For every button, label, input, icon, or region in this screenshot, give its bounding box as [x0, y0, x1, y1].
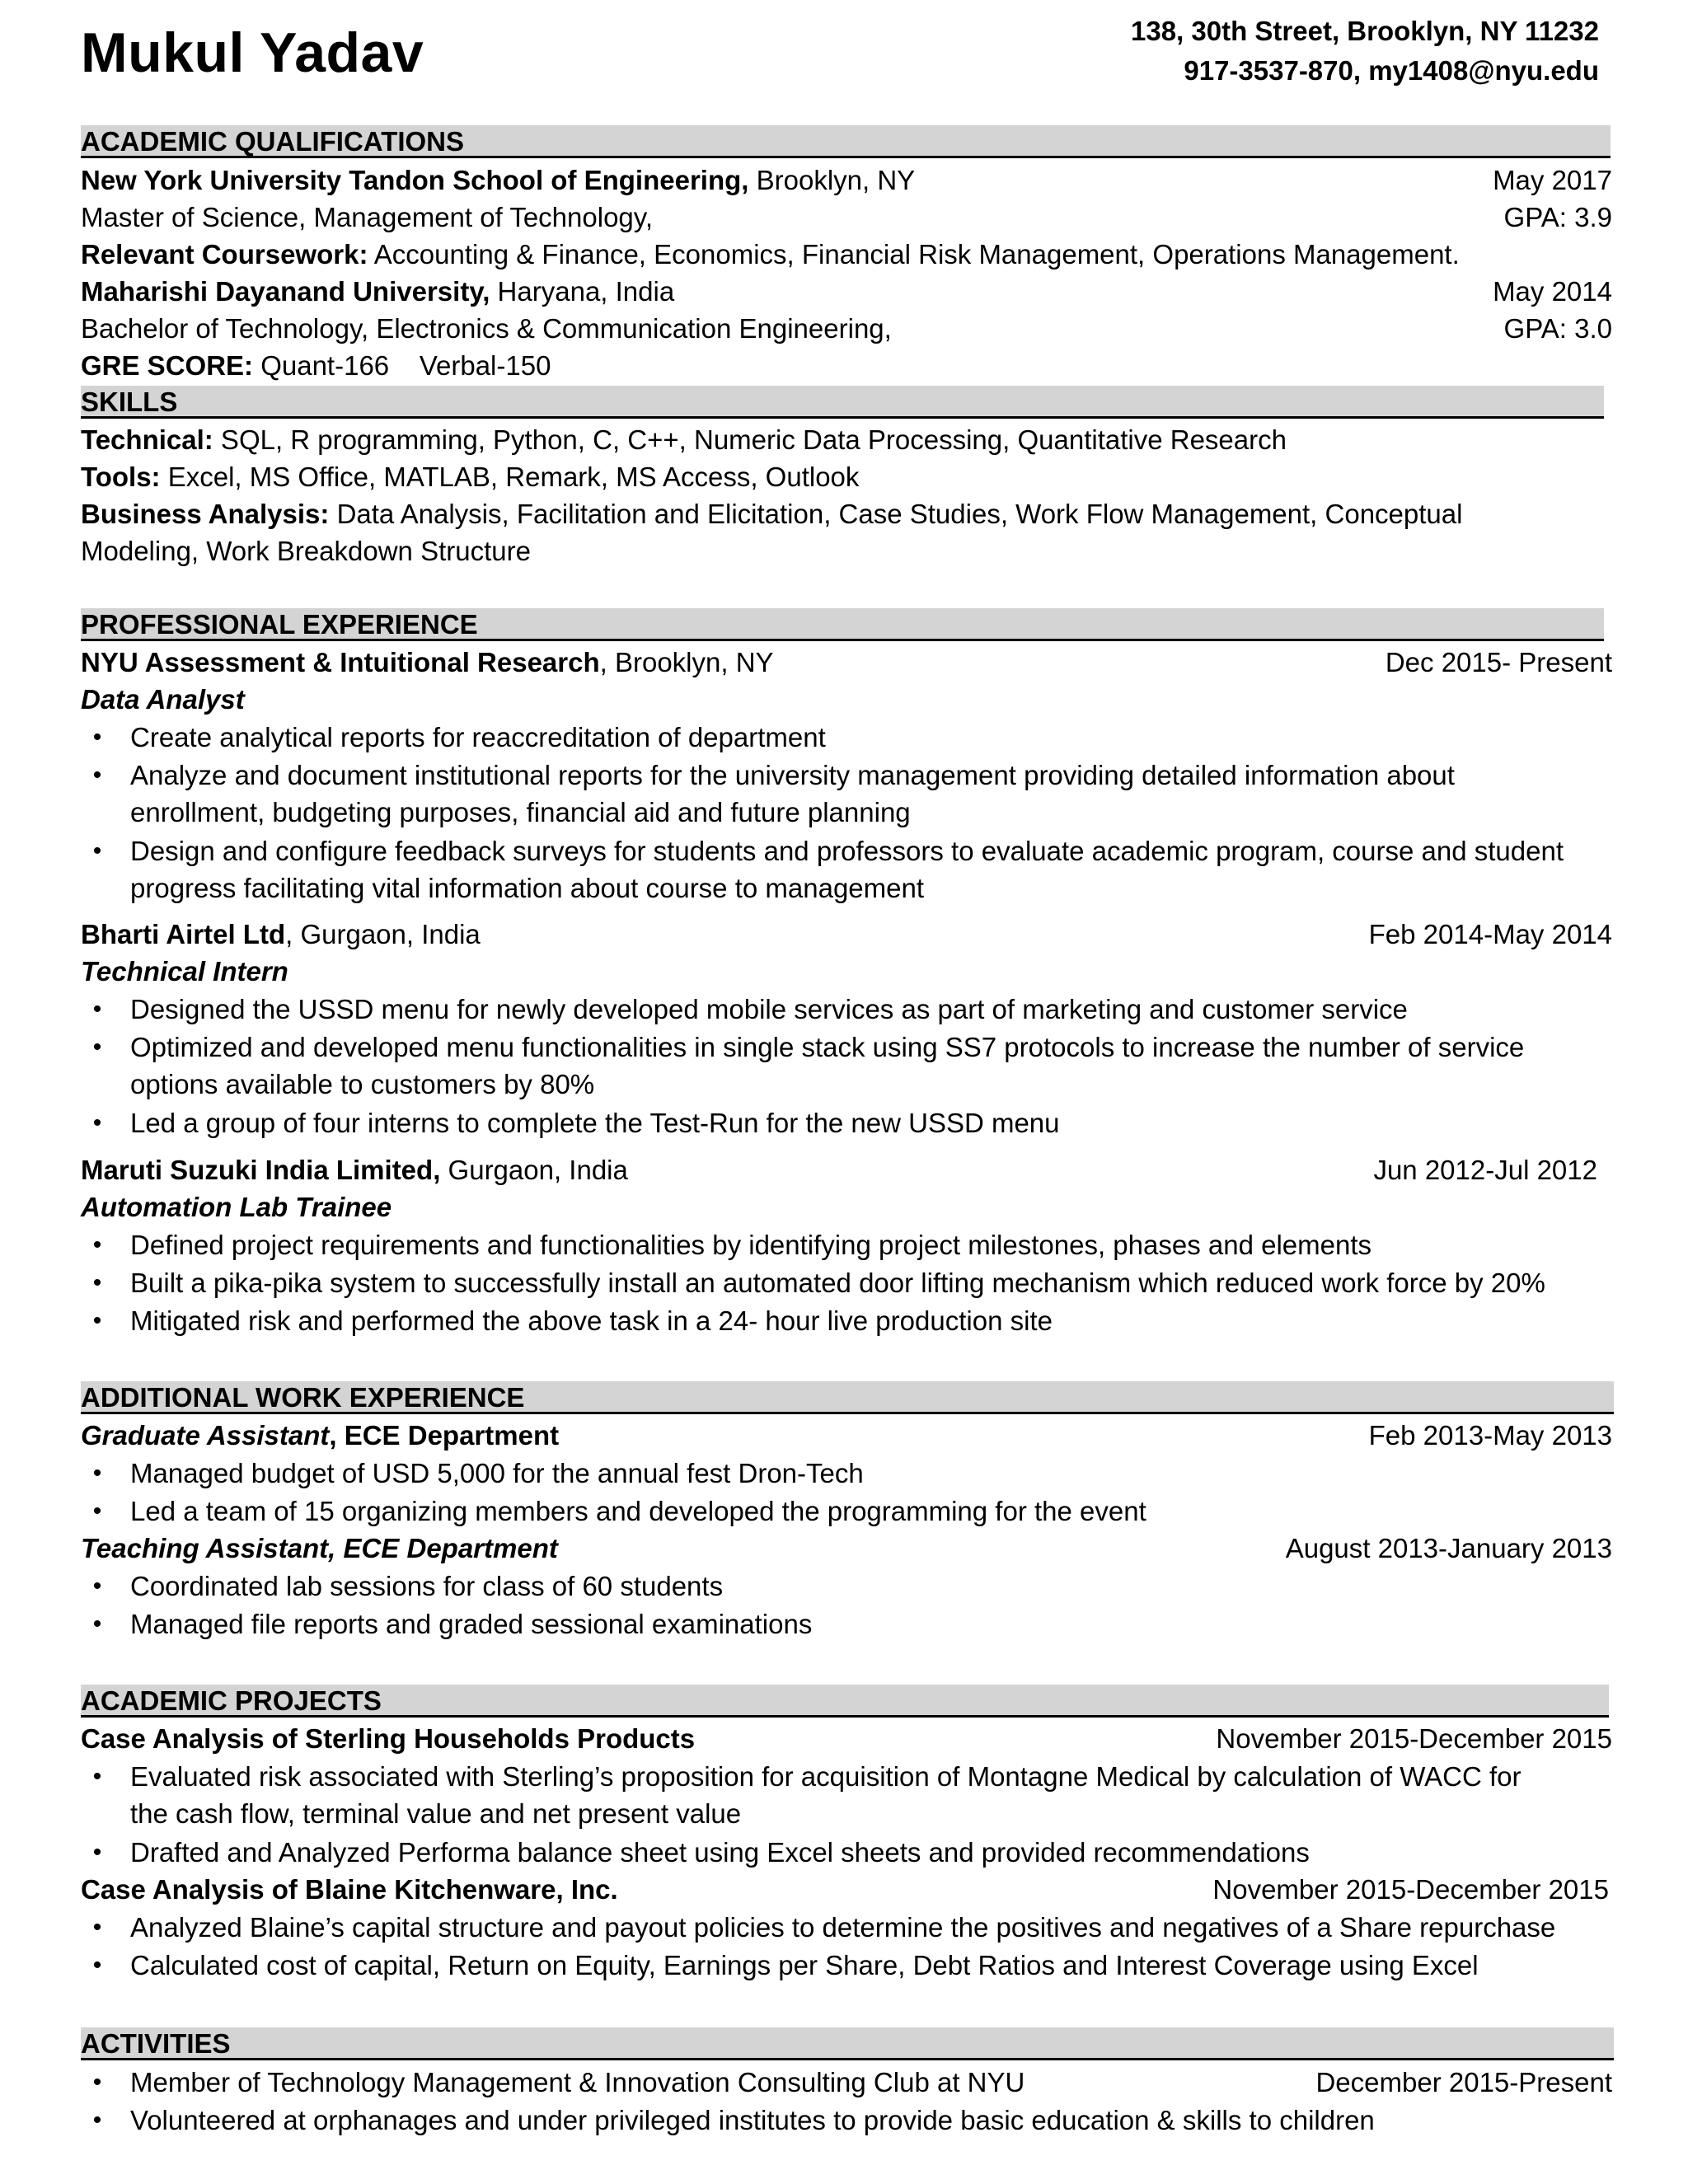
project2-date: November 2015-December 2015 — [1212, 1874, 1609, 1905]
ga-title: Graduate Assistant — [81, 1420, 330, 1451]
edu-nyu-date: May 2017 — [1493, 165, 1612, 195]
ta-date: August 2013-January 2013 — [1285, 1533, 1612, 1563]
job1-header — [81, 644, 1612, 681]
job1-title: Data Analyst — [81, 684, 245, 715]
project1-header — [81, 1720, 1612, 1757]
job2-title: Technical Intern — [81, 956, 288, 987]
bullet-icon: • — [92, 1763, 102, 1790]
skills-technical-label: Technical: — [81, 424, 213, 455]
section-academic-heading: ACADEMIC QUALIFICATIONS — [81, 125, 1611, 158]
bullet-icon: • — [92, 1497, 102, 1525]
bullet-icon: • — [92, 1231, 102, 1258]
section-additional-heading: ADDITIONAL WORK EXPERIENCE — [81, 1381, 1614, 1414]
job2-header — [81, 916, 1612, 953]
edu-nyu-degree: Master of Science, Management of Technology, — [81, 202, 653, 232]
edu-mdu-name: Maharishi Dayanand University, — [81, 276, 490, 307]
edu-nyu-degree-line — [81, 199, 1612, 236]
job2-location: , Gurgaon, India — [285, 919, 481, 949]
bullet-icon: • — [92, 1952, 102, 1979]
job1-location: , Brooklyn, NY — [599, 647, 774, 677]
activity1-date: December 2015-Present — [1315, 2067, 1612, 2097]
skills-tools-label: Tools: — [81, 462, 161, 492]
job1-date: Dec 2015- Present — [1385, 647, 1612, 677]
edu-gre-line — [81, 347, 1612, 384]
contact-block — [1131, 12, 1599, 91]
job1-org: NYU Assessment & Intuitional Research — [81, 647, 600, 677]
bullet-icon: • — [92, 1109, 102, 1137]
skills-technical: SQL, R programming, Python, C, C++, Numeric Data Processing, Quantitative Research — [213, 424, 1287, 455]
job3-org: Maruti Suzuki India Limited, — [81, 1155, 441, 1185]
edu-nyu-name: New York University Tandon School of Engineering, — [81, 165, 749, 195]
ta-header — [81, 1530, 1612, 1567]
bullet-icon: • — [92, 996, 102, 1023]
job3-location: Gurgaon, India — [440, 1155, 628, 1185]
bullet-icon: • — [92, 1839, 102, 1866]
project1-title: Case Analysis of Sterling Households Products — [81, 1723, 696, 1754]
skills-ba-continued: Modeling, Work Breakdown Structure — [81, 536, 531, 566]
bullet-icon: • — [92, 1269, 102, 1296]
skills-ba-line — [81, 495, 1612, 532]
bullet-icon: • — [92, 1307, 102, 1334]
edu-mdu-line — [81, 273, 1612, 310]
edu-nyu-location: Brooklyn, NY — [748, 165, 916, 195]
section-skills-heading: SKILLS — [81, 386, 1604, 419]
project2-header — [81, 1871, 1612, 1908]
bullet-icon: • — [92, 1572, 102, 1600]
edu-mdu-gpa: GPA: 3.0 — [1503, 313, 1612, 344]
edu-mdu-degree-line — [81, 310, 1612, 347]
bullet-icon: • — [92, 1610, 102, 1638]
skills-ba-label: Business Analysis: — [81, 499, 330, 529]
bullet-icon: • — [92, 1914, 102, 1941]
ga-date: Feb 2013-May 2013 — [1368, 1420, 1612, 1451]
address: 138, 30th Street, Brooklyn, NY 11232 — [1130, 16, 1599, 46]
edu-nyu-line — [81, 162, 1612, 199]
bullet-icon: • — [92, 762, 102, 789]
phone-email: 917-3537-870, my1408@nyu.edu — [1184, 55, 1599, 86]
ta-title: Teaching Assistant, ECE Department — [81, 1533, 558, 1563]
edu-mdu-degree: Bachelor of Technology, Electronics & Communication Engineering, — [81, 313, 892, 344]
bullet-icon: • — [92, 837, 102, 865]
candidate-name: Mukul Yadav — [81, 21, 424, 84]
edu-mdu-location: Haryana, India — [490, 276, 675, 307]
project1-date: November 2015-December 2015 — [1216, 1723, 1612, 1754]
job3-date: Jun 2012-Jul 2012 — [1373, 1155, 1597, 1185]
skills-ba: Data Analysis, Facilitation and Elicitation, Case Studies, Work Flow Management, Conceptual — [329, 499, 1463, 529]
bullet-icon: • — [92, 2107, 102, 2134]
skills-tools-line — [81, 458, 1612, 495]
edu-mdu-date: May 2014 — [1493, 276, 1612, 307]
bullet-icon: • — [92, 2069, 102, 2096]
edu-gre-scores: Quant-166 Verbal-150 — [253, 350, 551, 381]
job2-org: Bharti Airtel Ltd — [81, 919, 286, 949]
ga-header — [81, 1417, 1612, 1454]
bullet-icon: • — [92, 724, 102, 751]
edu-coursework: Accounting & Finance, Economics, Financial Risk Management, Operations Management. — [368, 239, 1460, 269]
bullet-icon: • — [92, 1460, 102, 1487]
skills-tools: Excel, MS Office, MATLAB, Remark, MS Access, Outlook — [160, 462, 860, 492]
edu-nyu-gpa: GPA: 3.9 — [1503, 202, 1612, 232]
section-projects-heading: ACADEMIC PROJECTS — [81, 1685, 1609, 1718]
section-professional-heading: PROFESSIONAL EXPERIENCE — [81, 608, 1604, 641]
ga-department: , ECE Department — [329, 1420, 560, 1451]
resume-page: Mukul Yadav 138, 30th Street, Brooklyn, NY 11232 917-3537-870, my1408@nyu.edu ACADEMIC QUALIFICATIONS New York University Tandon School of Engineering, Brooklyn, NY May 2017 Master of Science, Management of Technology, GPA: 3.9 Relevant Coursework: Accounting & Finance, Economics, Financial Risk Management, Operations Management. Maharishi Dayanand University, Haryana, India May 2014 Bachelor of Technology, Electronics & Communication Engineering, GPA: 3.0 GRE SCORE: Quant-166 Verbal-150 SKILLS Technical: SQL, R programming, Python, C, C++, Numeric Data Processing, Quantitative Research Tools: Excel, MS Office, MATLAB, Remark, MS Access, Outlook Business Analysis: Data Analysis, Facilitation and Elicitation, Case Studies, Work Flow Management, Conceptual Modeling, Work Breakdown Structure PROFESSIONAL EXPERIENCE NYU Assessment & Intuitional Research, Brooklyn, NY Dec 2015- Present Data Analyst • Create analytical reports for reaccreditation of department • Analyze and document institutional reports for the university management providing detailed information about enrollment, budgeting purposes, financial aid and future planning • Design and configure feedback surveys for students and professors to evaluate academic program, course and student progress facilitating vital information about course to management Bharti Airtel Ltd, Gurgaon, India Feb 2014-May 2014 Technical Intern • Designed the USSD menu for newly developed mobile services as part of marketing and customer service • Optimized and developed menu functionalities in single stack using SS7 protocols to increase the number of service options available to customers by 80% • Led a group of four interns to complete the Test-Run for the new USSD menu Maruti Suzuki India Limited, Gurgaon, India Jun 2012-Jul 2012 Automation Lab Trainee • Defined project requirements and functionalities by identifying project milestones, phases and elements • Built a pika-pika system to successfully install an automated door lifting mechanism which reduced work force by 20% • Mitigated risk and performed the above task in a 24- hour live production site ADDITIONAL WORK EXPERIENCE Graduate Assistant, ECE Department Feb 2013-May 2013 • Managed budget of USD 5,000 for the annual fest Dron-Tech • Led a team of 15 organizing members and developed the programming for the event Teaching Assistant, ECE Department August 2013-January 2013 • Coordinated lab sessions for class of 60 students • Managed file reports and graded sessional examinations ACADEMIC PROJECTS Case Analysis of Sterling Households Products November 2015-December 2015 • Evaluated risk associated with Sterling’s proposition for acquisition of Montagne Medical by calculation of WACC for the cash flow, terminal value and net present value • Drafted and Analyzed Performa balance sheet using Excel sheets and provided recommendations Case Analysis of Blaine Kitchenware, Inc. November 2015-December 2015 • Analyzed Blaine’s capital structure and payout policies to determine the positives and negatives of a Share repurchase • Calculated cost of capital, Return on Equity, Earnings per Share, Debt Ratios and Interest Coverage using Excel ACTIVITIES • Member of Technology Management & Innovation Consulting Club at NYU December 2015-Present • Volunteered at orphanages and under privileged institutes to provide basic education & skills to children — [0, 0, 1688, 2184]
job3-header — [81, 1151, 1612, 1188]
skills-technical-line — [81, 421, 1612, 458]
edu-coursework-line — [81, 236, 1612, 273]
job3-title: Automation Lab Trainee — [81, 1192, 392, 1222]
job2-date: Feb 2014-May 2014 — [1368, 919, 1612, 949]
project2-title: Case Analysis of Blaine Kitchenware, Inc. — [81, 1874, 618, 1905]
edu-gre-label: GRE SCORE: — [81, 350, 254, 381]
section-activities-heading: ACTIVITIES — [81, 2027, 1614, 2060]
bullet-icon: • — [92, 1033, 102, 1061]
edu-coursework-label: Relevant Coursework: — [81, 239, 368, 269]
